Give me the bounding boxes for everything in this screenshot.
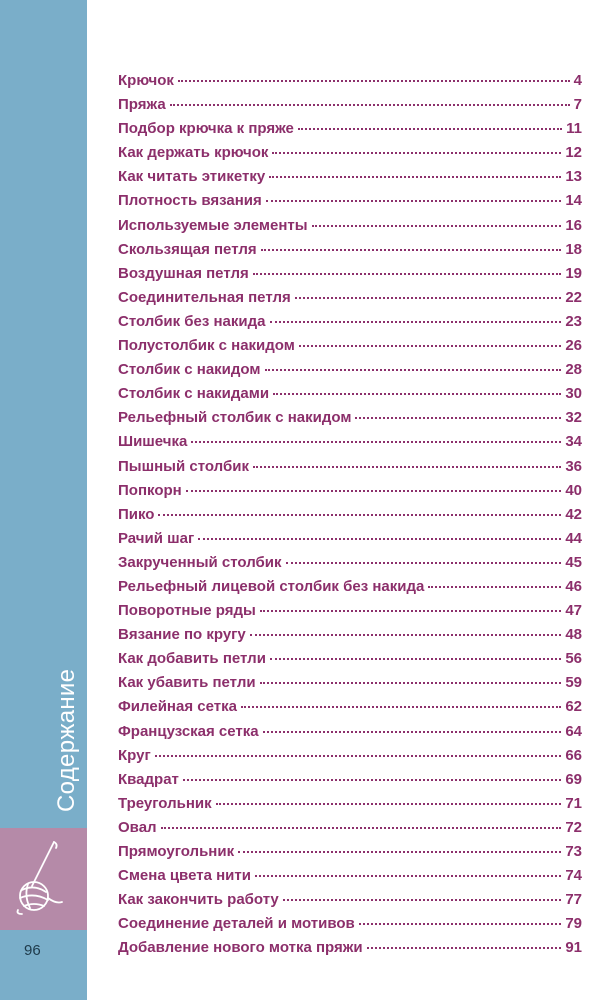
toc-entry[interactable] [118, 241, 582, 265]
toc-entry[interactable] [118, 939, 582, 963]
toc-entry[interactable] [118, 458, 582, 482]
toc-entry-page: 79 [565, 915, 582, 933]
toc-entry-page: 32 [565, 409, 582, 427]
dot-leader [255, 875, 561, 877]
dot-leader [198, 538, 561, 540]
toc-entry[interactable] [118, 867, 582, 891]
toc-entry[interactable] [118, 409, 582, 433]
dot-leader [261, 249, 562, 251]
sidebar-footer [0, 930, 87, 1000]
toc-entry-title: Французская сетка [118, 722, 259, 740]
toc-entry-page: 16 [565, 216, 582, 234]
dot-leader [359, 923, 562, 925]
dot-leader [265, 369, 562, 371]
toc-entry-title: Плотность вязания [118, 192, 262, 210]
toc-entry[interactable] [118, 337, 582, 361]
toc-entry-page: 34 [565, 433, 582, 451]
toc-entry-title: Треугольник [118, 794, 212, 812]
toc-entry-page: 59 [565, 674, 582, 692]
toc-entry-page: 42 [565, 505, 582, 523]
toc-entry-title: Как читать этикетку [118, 168, 266, 186]
toc-entry-page: 44 [565, 529, 582, 547]
dot-leader [299, 345, 561, 347]
toc-entry-title: Рельефный лицевой столбик без накида [118, 577, 425, 595]
toc-entry[interactable] [118, 819, 582, 843]
toc-entry[interactable] [118, 385, 582, 409]
dot-leader [286, 562, 562, 564]
page-number: 96 [24, 942, 41, 959]
dot-leader [241, 706, 561, 708]
toc-entry[interactable] [118, 144, 582, 168]
toc-entry-title: Вязание по кругу [118, 626, 246, 644]
toc-entry[interactable] [118, 217, 582, 241]
toc-entry-page: 4 [573, 72, 582, 89]
toc-entry-title: Пико [118, 505, 155, 523]
toc-entry[interactable] [118, 506, 582, 530]
toc-entry-page: 11 [566, 120, 582, 138]
toc-entry-page: 12 [565, 144, 582, 162]
toc-entry-title: Рачий шаг [118, 529, 195, 547]
toc-entry-title: Полустолбик с накидом [118, 337, 295, 355]
toc-entry-page: 74 [565, 867, 582, 885]
toc-entry-page: 66 [565, 746, 582, 764]
toc-entry[interactable] [118, 795, 582, 819]
toc-entry-page: 91 [565, 939, 582, 957]
toc-entry-title: Овал [118, 818, 157, 836]
toc-entry-title: Скользящая петля [118, 240, 257, 258]
toc-entry-page: 62 [565, 698, 582, 716]
dot-leader [428, 586, 561, 588]
toc-entry-page: 19 [565, 264, 582, 282]
dot-leader [253, 466, 561, 468]
dot-leader [355, 417, 561, 419]
toc-entry-title: Поворотные ряды [118, 602, 256, 620]
dot-leader [155, 755, 562, 757]
dot-leader [170, 104, 570, 106]
toc-entry-page: 22 [565, 288, 582, 306]
dot-leader [260, 610, 561, 612]
toc-entry-title: Как закончить работу [118, 891, 279, 909]
toc-entry[interactable] [118, 120, 582, 144]
toc-entry-page: 36 [565, 457, 582, 475]
toc-entry-page: 7 [573, 96, 582, 114]
toc-entry[interactable] [118, 192, 582, 216]
dot-leader [191, 441, 561, 443]
toc-entry-title: Соединительная петля [118, 288, 291, 306]
toc-entry[interactable] [118, 771, 582, 795]
toc-entry[interactable] [118, 723, 582, 747]
toc-entry[interactable] [118, 96, 582, 120]
dot-leader [270, 321, 562, 323]
toc-entry[interactable] [118, 891, 582, 915]
toc-entry-title: Подбор крючка к пряже [118, 120, 294, 138]
toc-entry[interactable] [118, 554, 582, 578]
toc-entry-title: Соединение деталей и мотивов [118, 915, 355, 933]
toc-entry-title: Филейная сетка [118, 698, 237, 716]
toc-entry-title: Столбик без накида [118, 312, 266, 330]
toc-entry-title: Закрученный столбик [118, 553, 282, 571]
yarn-ball-icon [10, 838, 70, 918]
dot-leader [158, 514, 561, 516]
dot-leader [250, 634, 562, 636]
toc-entry-page: 73 [565, 843, 582, 860]
toc-entry-page: 64 [565, 722, 582, 740]
toc-entry-page: 69 [565, 770, 582, 788]
table-of-contents [118, 72, 582, 963]
toc-entry[interactable] [118, 313, 582, 337]
dot-leader [178, 80, 570, 82]
toc-entry-title: Прямоугольник [118, 843, 235, 860]
toc-entry[interactable] [118, 674, 582, 698]
dot-leader [161, 827, 562, 829]
toc-entry-page: 77 [565, 891, 582, 909]
dot-leader [270, 658, 561, 660]
toc-entry-page: 13 [565, 168, 582, 186]
toc-entry-title: Как убавить петли [118, 674, 256, 692]
toc-entry[interactable] [118, 361, 582, 385]
toc-entry[interactable] [118, 289, 582, 313]
dot-leader [183, 779, 561, 781]
toc-entry-page: 23 [565, 312, 582, 330]
toc-entry-title: Шишечка [118, 433, 188, 451]
toc-entry[interactable] [118, 698, 582, 722]
toc-entry-title: Пряжа [118, 96, 166, 114]
toc-entry-title: Добавление нового мотка пряжи [118, 939, 363, 957]
toc-entry[interactable] [118, 578, 582, 602]
toc-entry[interactable] [118, 747, 582, 771]
toc-entry-title: Круг [118, 746, 151, 764]
dot-leader [263, 731, 562, 733]
toc-entry[interactable] [118, 168, 582, 192]
toc-entry[interactable] [118, 626, 582, 650]
toc-entry-title: Квадрат [118, 770, 179, 788]
dot-leader [260, 682, 562, 684]
toc-entry-title: Рельефный столбик с накидом [118, 409, 352, 427]
toc-entry-title: Воздушная петля [118, 264, 249, 282]
toc-entry-title: Как добавить петли [118, 650, 266, 668]
dot-leader [283, 899, 562, 901]
toc-entry-page: 47 [565, 602, 582, 620]
toc-entry-title: Столбик с накидом [118, 361, 261, 379]
toc-entry-title: Используемые элементы [118, 216, 308, 234]
toc-entry-page: 56 [565, 650, 582, 668]
toc-entry-title: Пышный столбик [118, 457, 249, 475]
dot-leader [298, 128, 562, 130]
dot-leader [295, 297, 562, 299]
toc-entry-page: 72 [565, 818, 582, 836]
dot-leader [269, 176, 561, 178]
dot-leader [266, 200, 562, 202]
dot-leader [238, 851, 561, 853]
toc-entry-page: 14 [565, 192, 582, 210]
toc-entry-page: 45 [565, 553, 582, 571]
toc-entry-page: 18 [565, 240, 582, 258]
toc-entry[interactable] [118, 843, 582, 867]
section-title: Содержание [53, 668, 80, 812]
dot-leader [367, 947, 562, 949]
toc-entry[interactable] [118, 433, 582, 457]
toc-entry-title: Как держать крючок [118, 144, 269, 162]
toc-entry-title: Столбик с накидами [118, 385, 270, 403]
dot-leader [253, 273, 562, 275]
toc-entry-page: 71 [565, 794, 582, 812]
toc-entry[interactable] [118, 650, 582, 674]
dot-leader [273, 393, 561, 395]
dot-leader [216, 803, 562, 805]
toc-entry-page: 40 [565, 481, 582, 499]
toc-entry[interactable] [118, 602, 582, 626]
toc-entry[interactable] [118, 482, 582, 506]
toc-entry-title: Попкорн [118, 481, 182, 499]
toc-entry-title: Смена цвета нити [118, 867, 251, 885]
toc-entry-page: 26 [565, 337, 582, 355]
toc-entry[interactable] [118, 915, 582, 939]
dot-leader [312, 225, 562, 227]
toc-entry-page: 46 [565, 577, 582, 595]
toc-entry[interactable] [118, 72, 582, 96]
toc-entry-page: 30 [565, 385, 582, 403]
toc-entry[interactable] [118, 265, 582, 289]
toc-entry-title: Крючок [118, 72, 174, 89]
toc-entry-page: 48 [565, 626, 582, 644]
dot-leader [186, 490, 562, 492]
toc-entry-page: 28 [565, 361, 582, 379]
toc-entry[interactable] [118, 530, 582, 554]
dot-leader [272, 152, 561, 154]
